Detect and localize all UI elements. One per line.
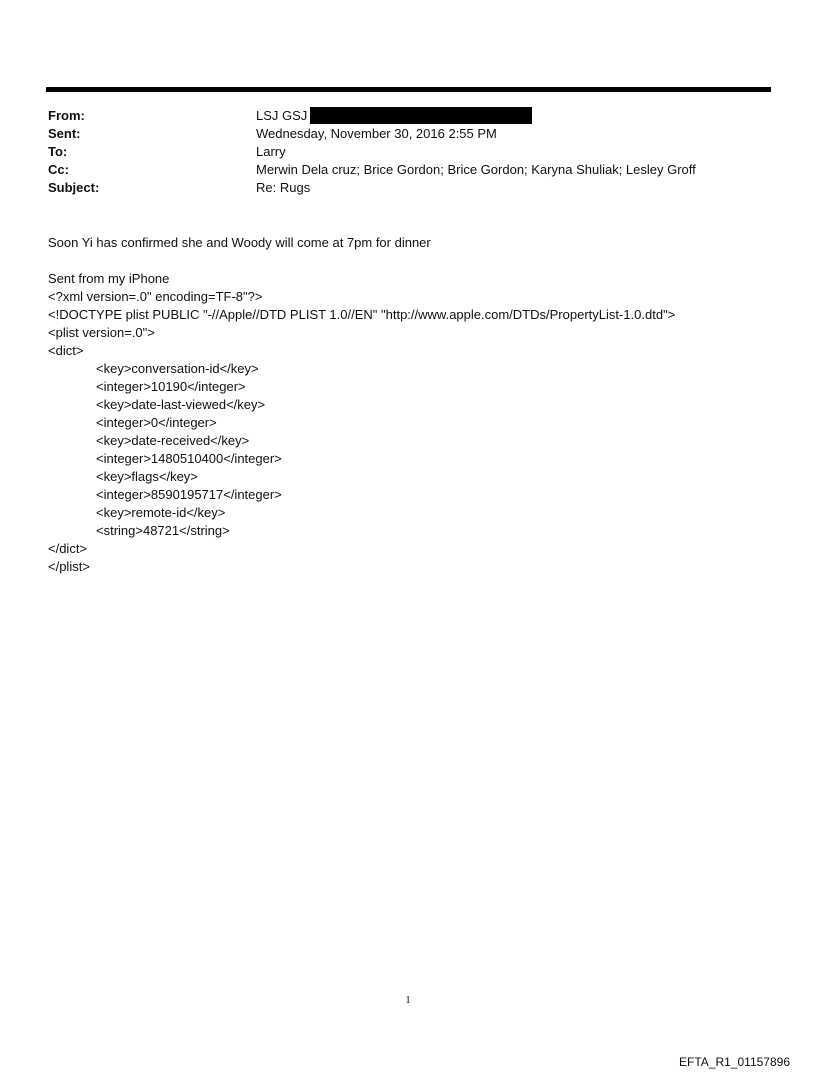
cc-label: Cc: [48,162,69,177]
dict-line: <key>flags</key> [96,469,198,484]
from-label: From: [48,108,85,123]
message-text: Soon Yi has confirmed she and Woody will come at 7pm for dinner [48,235,431,250]
email-header [48,107,768,197]
sent-row [48,125,768,143]
dict-line: <integer>10190</integer> [96,379,246,394]
dict-line: <key>date-last-viewed</key> [96,397,266,412]
to-label: To: [48,144,68,159]
plist-close: </plist> [48,559,90,574]
from-row [48,107,768,125]
dict-line: <key>remote-id</key> [96,505,226,520]
page-number: 1 [405,994,411,1006]
dict-close: </dict> [48,541,88,556]
dict-line: <string>48721</string> [96,523,230,538]
redaction-bar [310,107,532,124]
xml-declaration: <?xml version=.0" encoding=TF-8"?> [48,289,263,304]
cc-value: Merwin Dela cruz; Brice Gordon; Brice Gordon; Karyna Shuliak; Lesley Groff [256,162,696,177]
dict-line: <key>conversation-id</key> [96,361,259,376]
from-value: LSJ GSJ [256,108,308,123]
to-value: Larry [256,144,286,159]
header-rule [46,87,771,92]
sent-value: Wednesday, November 30, 2016 2:55 PM [256,126,497,141]
dict-line: <integer>0</integer> [96,415,217,430]
dict-open: <dict> [48,343,84,358]
dict-line: <key>date-received</key> [96,433,250,448]
cc-row [48,161,768,179]
from-value-container [256,107,768,125]
subject-row [48,179,768,197]
sent-label: Sent: [48,126,81,141]
spacer [48,252,768,270]
email-body [48,234,768,576]
doctype-line: <!DOCTYPE plist PUBLIC "-//Apple//DTD PLIST 1.0//EN" "http://www.apple.com/DTDs/PropertyList-1.0.dtd"> [48,307,676,322]
subject-value: Re: Rugs [256,180,311,195]
plist-open: <plist version=.0"> [48,325,155,340]
dict-line: <integer>8590195717</integer> [96,487,282,502]
signature-text: Sent from my iPhone [48,271,170,286]
document-id: EFTA_R1_01157896 [679,1055,790,1069]
to-row [48,143,768,161]
subject-label: Subject: [48,180,100,195]
dict-line: <integer>1480510400</integer> [96,451,282,466]
